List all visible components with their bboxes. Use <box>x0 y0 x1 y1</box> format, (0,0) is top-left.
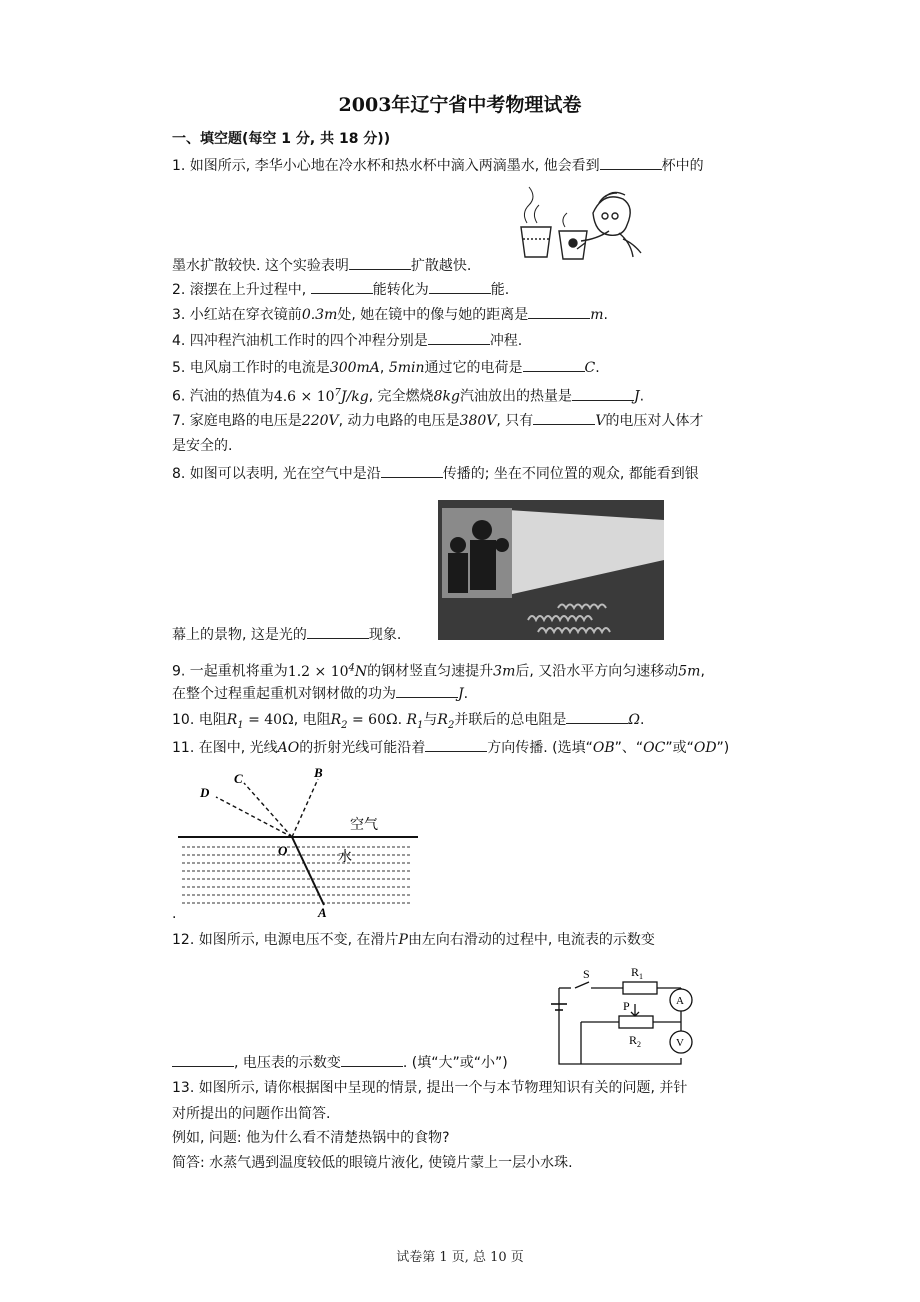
question-9-text: 的钢材竖直匀速提升 <box>367 663 494 680</box>
question-13-line-1: 13. 如图所示, 请你根据图中呈现的情景, 提出一个与本节物理知识有关的问题, 并针 <box>172 1080 688 1096</box>
math-exponent: 4 <box>348 662 355 673</box>
question-11 <box>172 737 729 758</box>
math-value: AO <box>277 740 300 756</box>
cold-cup <box>521 187 551 257</box>
math-symbol: R <box>406 712 418 728</box>
math-value: 5min <box>388 360 425 376</box>
math-value: 220V <box>301 413 339 429</box>
question-6-text: 6. 汽油的热值为 <box>172 388 274 405</box>
question-8-text: 现象. <box>368 627 402 643</box>
math-symbol: R <box>226 712 238 728</box>
boy-illustration <box>577 192 641 257</box>
unit: Ω <box>628 712 640 728</box>
resistor-r2-symbol <box>619 1016 653 1028</box>
page-title: 2003年辽宁省中考物理试卷 <box>338 94 582 116</box>
label-r2 <box>629 1033 641 1049</box>
ink-diffusion-figure <box>515 183 645 263</box>
hot-cup <box>559 213 587 259</box>
question-10-text: , 电阻 <box>293 712 331 728</box>
unit: J <box>458 686 464 702</box>
question-13-line-2: 对所提出的问题作出简答. <box>172 1106 331 1122</box>
question-4-text: 冲程. <box>489 333 523 349</box>
question-12-text: , 电压表的示数变 <box>234 1055 341 1071</box>
question-8-line-1 <box>172 463 699 484</box>
question-3-text: 处, 她在镜中的像与她的距离是 <box>337 307 529 323</box>
ray-ob <box>292 779 318 837</box>
switch-s <box>575 982 589 988</box>
resistor-r2 <box>437 712 455 731</box>
answer-blank[interactable] <box>572 386 634 401</box>
answer-blank[interactable] <box>307 624 369 639</box>
question-8-text: 幕上的景物, 这是光的 <box>172 627 307 643</box>
label-voltmeter: V <box>676 1037 684 1049</box>
question-13-answer: 简答: 水蒸气遇到温度较低的眼镜片液化, 使镜片蒙上一层小水珠. <box>172 1155 573 1171</box>
question-7-line-2: 是安全的. <box>172 438 233 454</box>
question-11-text: ”、“ <box>614 740 644 756</box>
answer-blank[interactable] <box>311 279 373 294</box>
cinema-projection-figure <box>438 500 664 640</box>
answer-blank[interactable] <box>381 463 443 478</box>
question-11-text: 的折射光线可能沿着 <box>299 740 426 756</box>
label-water: 水 <box>338 849 352 865</box>
question-7-text: , 动力电路的电压是 <box>338 413 460 429</box>
question-9-text: . <box>463 686 469 702</box>
answer-blank[interactable] <box>566 709 628 724</box>
label-r2-subscript: 2 <box>637 1040 642 1049</box>
label-s: S <box>583 967 590 981</box>
question-7-text: 的电压对人体才 <box>605 413 704 429</box>
math-value <box>288 664 367 680</box>
question-9-text: , <box>700 663 705 680</box>
question-10-text: 并联后的总电阻是 <box>454 712 567 728</box>
label-p: P <box>623 999 630 1013</box>
question-2-text: 能转化为 <box>372 282 429 298</box>
label-air: 空气 <box>350 817 378 833</box>
question-12-text: 12. 如图所示, 电源电压不变, 在滑片 <box>172 932 399 948</box>
slider-p-arrow <box>631 1004 639 1016</box>
math-value: 8kg <box>433 388 460 405</box>
math-value: = 60Ω <box>347 712 398 728</box>
answer-blank[interactable] <box>425 737 487 752</box>
question-1-text: 墨水扩散较快. 这个实验表明 <box>172 258 349 274</box>
question-9-line-2 <box>172 683 468 704</box>
math-mantissa: 1.2 × 10 <box>287 663 349 680</box>
math-subscript: 1 <box>237 719 244 731</box>
question-2 <box>172 279 509 300</box>
question-12-text: 由左向右滑动的过程中, 电流表的示数变 <box>407 932 655 948</box>
option-od: OD <box>693 740 717 756</box>
label-r1-symbol: R <box>631 965 640 979</box>
answer-blank[interactable] <box>523 357 585 372</box>
question-12-text: . (填“大”或“小”) <box>402 1055 508 1071</box>
water-hatching <box>182 847 410 903</box>
math-unit: J/kg <box>340 388 369 405</box>
answer-blank[interactable] <box>528 304 590 319</box>
question-1-text: 杯中的 <box>661 158 704 174</box>
label-c: C <box>234 771 243 786</box>
math-value: 5m <box>678 663 701 680</box>
question-7-text: 7. 家庭电路的电压是 <box>172 413 302 429</box>
question-6-text: 汽油放出的热量是 <box>459 388 572 405</box>
math-value: 3m <box>493 663 516 680</box>
question-5-text: . <box>595 360 600 376</box>
section-heading: 一、填空题(每空 1 分, 共 18 分)) <box>172 131 391 147</box>
math-value: 0.3m <box>301 307 338 323</box>
question-2-text: 2. 滚摆在上升过程中, <box>172 282 311 298</box>
question-2-text: 能. <box>490 282 510 298</box>
answer-blank[interactable] <box>533 410 595 425</box>
question-1-text: 1. 如图所示, 李华小心地在冷水杯和热水杯中滴入两滴墨水, 他会看到 <box>172 158 600 174</box>
label-r1-subscript: 1 <box>639 972 644 981</box>
question-11-trailing-dot: . <box>172 906 177 922</box>
question-10-text: . <box>639 712 645 728</box>
unit: J <box>633 388 640 405</box>
unit: C <box>584 360 596 376</box>
question-12-line-1 <box>172 930 655 950</box>
math-subscript: 2 <box>447 719 455 731</box>
question-3-text: 3. 小红站在穿衣镜前 <box>172 307 302 323</box>
question-10 <box>172 709 644 736</box>
math-subscript: 2 <box>341 719 348 731</box>
answer-blank[interactable] <box>349 255 411 270</box>
answer-blank[interactable] <box>341 1052 403 1067</box>
math-value: = 40Ω <box>243 712 294 728</box>
question-8-text: 8. 如图可以表明, 光在空气中是沿 <box>172 466 381 482</box>
question-9-text: 9. 一起重机将重为 <box>172 663 288 680</box>
question-4 <box>172 330 522 351</box>
question-6 <box>172 383 644 407</box>
math-value <box>274 389 369 405</box>
math-value: P <box>398 932 408 948</box>
question-13-example: 例如, 问题: 他为什么看不清楚热锅中的食物? <box>172 1130 450 1146</box>
question-11-text: ”或“ <box>665 740 694 756</box>
resistor-r1 <box>226 712 294 731</box>
resistor-r1-symbol <box>623 982 657 994</box>
question-7-line-1 <box>172 410 703 431</box>
math-symbol: R <box>437 712 448 728</box>
resistor-r1 <box>406 712 424 731</box>
math-exponent: 7 <box>334 387 341 398</box>
question-9-line-1 <box>172 658 705 682</box>
label-r2-symbol: R <box>629 1033 638 1047</box>
circuit-figure <box>545 958 705 1070</box>
question-11-text: 方向传播. (选填“ <box>487 740 593 756</box>
question-5-text: 5. 电风扇工作时的电流是 <box>172 360 330 376</box>
question-10-text: . <box>397 712 407 728</box>
question-12-line-2 <box>172 1052 508 1073</box>
label-a: A <box>318 905 327 920</box>
question-9-text: 在整个过程重起重机对钢材做的功为 <box>172 686 396 702</box>
label-b: B <box>314 765 323 780</box>
question-11-text: ”) <box>716 740 730 756</box>
unit: m <box>590 307 604 323</box>
question-8-text: 传播的; 坐在不同位置的观众, 都能看到银 <box>442 466 699 482</box>
question-6-text: . <box>639 388 645 405</box>
question-11-text: 11. 在图中, 光线 <box>172 740 278 756</box>
answer-blank[interactable] <box>396 683 458 698</box>
math-mantissa: 4.6 × 10 <box>273 388 335 405</box>
question-3 <box>172 304 608 325</box>
label-r1 <box>631 965 643 981</box>
math-subscript: 1 <box>417 719 424 731</box>
question-3-text: . <box>603 307 608 323</box>
option-ob: OB <box>592 740 615 756</box>
math-unit: N <box>354 663 368 680</box>
question-10-text: 10. 电阻 <box>172 712 227 728</box>
label-o: O <box>278 843 288 858</box>
math-value: 380V <box>459 413 497 429</box>
question-5-text: 通过它的电荷是 <box>424 360 523 376</box>
answer-blank[interactable] <box>600 155 662 170</box>
question-9-text: 后, 又沿水平方向匀速移动 <box>515 663 679 680</box>
question-1-line-2 <box>172 255 471 276</box>
ray-od <box>216 797 292 837</box>
resistor-r2 <box>330 712 398 731</box>
question-10-text: 与 <box>423 712 438 728</box>
label-d: D <box>200 785 210 800</box>
question-8-line-2 <box>172 624 401 645</box>
unit: V <box>595 413 606 429</box>
ray-oc <box>244 783 292 837</box>
answer-blank[interactable] <box>429 279 491 294</box>
page-footer: 试卷第 1 页, 总 10 页 <box>396 1250 524 1265</box>
option-oc: OC <box>643 740 666 756</box>
question-6-text: , 完全燃烧 <box>368 388 434 405</box>
label-ammeter: A <box>676 995 684 1007</box>
question-1-text: 扩散越快. <box>410 258 472 274</box>
refraction-figure <box>178 765 418 920</box>
answer-blank[interactable] <box>172 1052 234 1067</box>
question-7-text: , 只有 <box>496 413 534 429</box>
question-5 <box>172 357 600 378</box>
question-5-text: , <box>379 360 389 376</box>
math-value: 300mA <box>329 360 380 376</box>
question-4-text: 4. 四冲程汽油机工作时的四个冲程分别是 <box>172 333 428 349</box>
question-1-line-1 <box>172 155 704 176</box>
math-symbol: R <box>330 712 342 728</box>
answer-blank[interactable] <box>428 330 490 345</box>
